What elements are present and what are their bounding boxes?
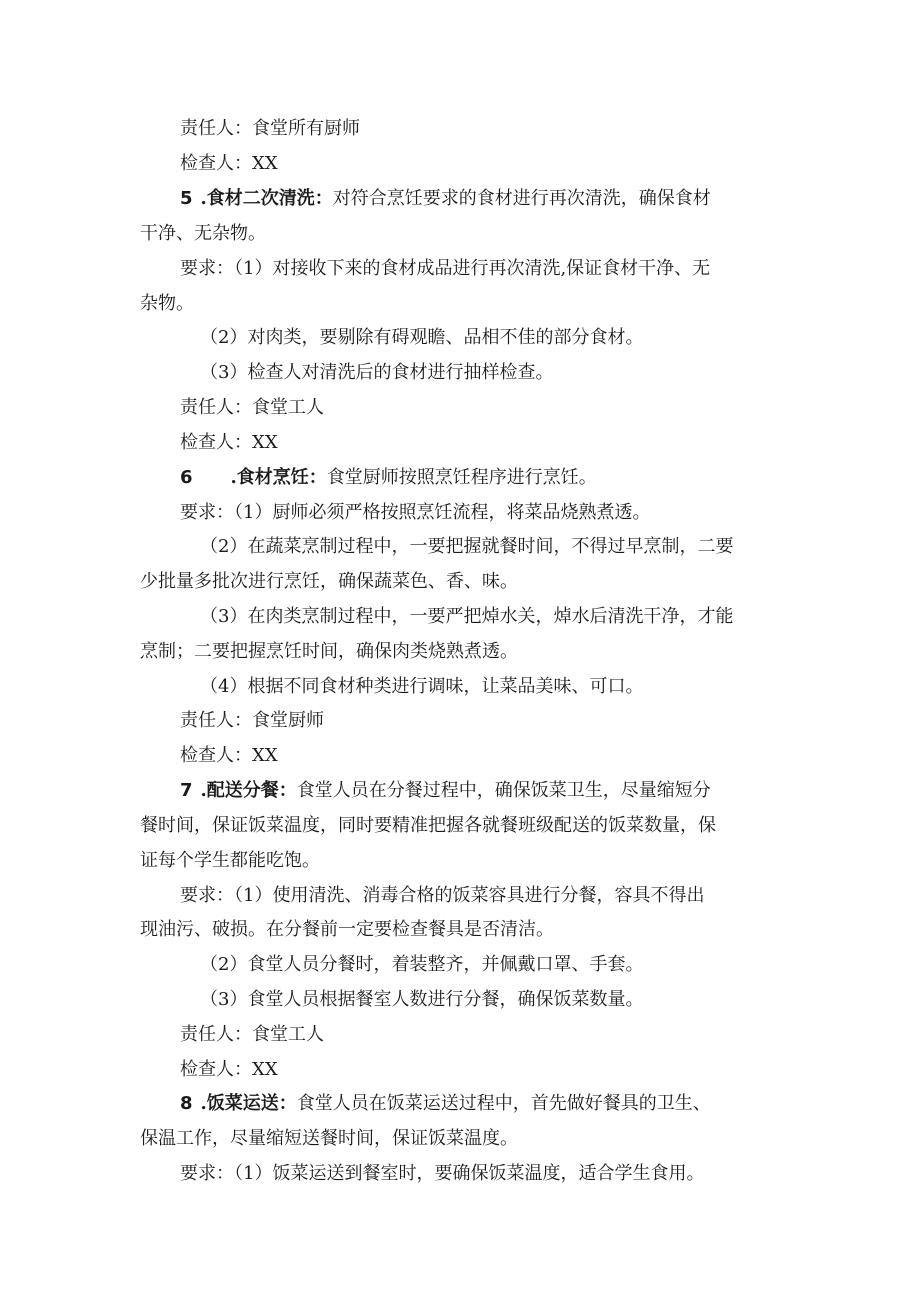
section-6-req2: （2）在蔬菜烹制过程中，一要把握就餐时间，不得过早烹制，二要 <box>200 536 734 557</box>
section-6-req3-cont: 烹制；二要把握烹饪时间，确保肉类烧熟煮透。 <box>140 641 518 662</box>
section-6-number: 6 <box>180 467 193 488</box>
section-7-desc: 食堂人员在分餐过程中，确保饭菜卫生，尽量缩短分 <box>296 780 711 801</box>
section-7-req1-cont: 现油污、破损。在分餐前一定要检查餐具是否清洁。 <box>140 919 554 940</box>
section-6-inspector: 检查人：XX <box>180 745 278 766</box>
section-8-number: 8 <box>180 1093 193 1114</box>
section-6-req1: 要求：（1）厨师必须严格按照烹饪流程，将菜品烧熟煮透。 <box>180 502 651 523</box>
section-8-req1: 要求：（1）饭菜运送到餐室时，要确保饭菜温度，适合学生食用。 <box>180 1163 705 1184</box>
section-7-inspector: 检查人：XX <box>180 1059 278 1080</box>
section-6-req3: （3）在肉类烹制过程中，一要严把焯水关，焯水后清洗干净，才能 <box>200 606 734 627</box>
s4-responsible: 责任人：食堂所有厨师 <box>180 118 360 139</box>
section-5-title: .食材二次清洗： <box>200 188 333 209</box>
section-8-heading <box>180 1091 711 1117</box>
section-7-heading <box>180 778 711 804</box>
section-8-desc: 食堂人员在饭菜运送过程中，首先做好餐具的卫生、 <box>296 1093 711 1114</box>
section-5-req3: （3）检查人对清洗后的食材进行抽样检查。 <box>200 362 554 383</box>
section-7-title: .配送分餐： <box>200 780 297 801</box>
section-5-responsible: 责任人：食堂工人 <box>180 397 324 418</box>
section-5-desc: 对符合烹饪要求的食材进行再次清洗，确保食材 <box>332 188 711 209</box>
section-7-req3: （3）食堂人员根据餐室人数进行分餐，确保饭菜数量。 <box>200 989 644 1010</box>
section-6-title: .食材烹饪： <box>230 467 327 488</box>
section-6-desc: 食堂厨师按照烹饪程序进行烹饪。 <box>326 467 597 488</box>
section-5-req1-cont: 杂物。 <box>140 293 194 314</box>
section-7-number: 7 <box>180 780 193 801</box>
section-6-responsible: 责任人：食堂厨师 <box>180 710 324 731</box>
section-5-req2: （2）对肉类，要剔除有碍观瞻、品相不佳的部分食材。 <box>200 327 644 348</box>
section-7-desc-cont1: 餐时间，保证饭菜温度，同时要精准把握各就餐班级配送的饭菜数量，保 <box>140 815 716 836</box>
section-5-req1: 要求：（1）对接收下来的食材成品进行再次清洗,保证食材干净、无 <box>180 258 711 279</box>
section-6-req4: （4）根据不同食材种类进行调味，让菜品美味、可口。 <box>200 676 644 697</box>
section-5-desc-cont: 干净、无杂物。 <box>140 223 266 244</box>
section-8-title: .饭菜运送： <box>200 1093 297 1114</box>
section-7-req1: 要求：（1）使用清洗、消毒合格的饭菜容具进行分餐，容具不得出 <box>180 885 705 906</box>
section-7-responsible: 责任人：食堂工人 <box>180 1024 324 1045</box>
section-5-inspector: 检查人：XX <box>180 432 278 453</box>
section-8-desc-cont: 保温工作，尽量缩短送餐时间，保证饭菜温度。 <box>140 1128 518 1149</box>
section-6-heading <box>180 465 597 491</box>
section-6-req2-cont: 少批量多批次进行烹饪，确保蔬菜色、香、味。 <box>140 571 518 592</box>
s4-inspector: 检查人：XX <box>180 153 278 174</box>
section-7-req2: （2）食堂人员分餐时，着装整齐，并佩戴口罩、手套。 <box>200 954 644 975</box>
section-5-number: 5 <box>180 188 193 209</box>
section-5-heading <box>180 186 711 212</box>
section-7-desc-cont2: 证每个学生都能吃饱。 <box>140 850 320 871</box>
